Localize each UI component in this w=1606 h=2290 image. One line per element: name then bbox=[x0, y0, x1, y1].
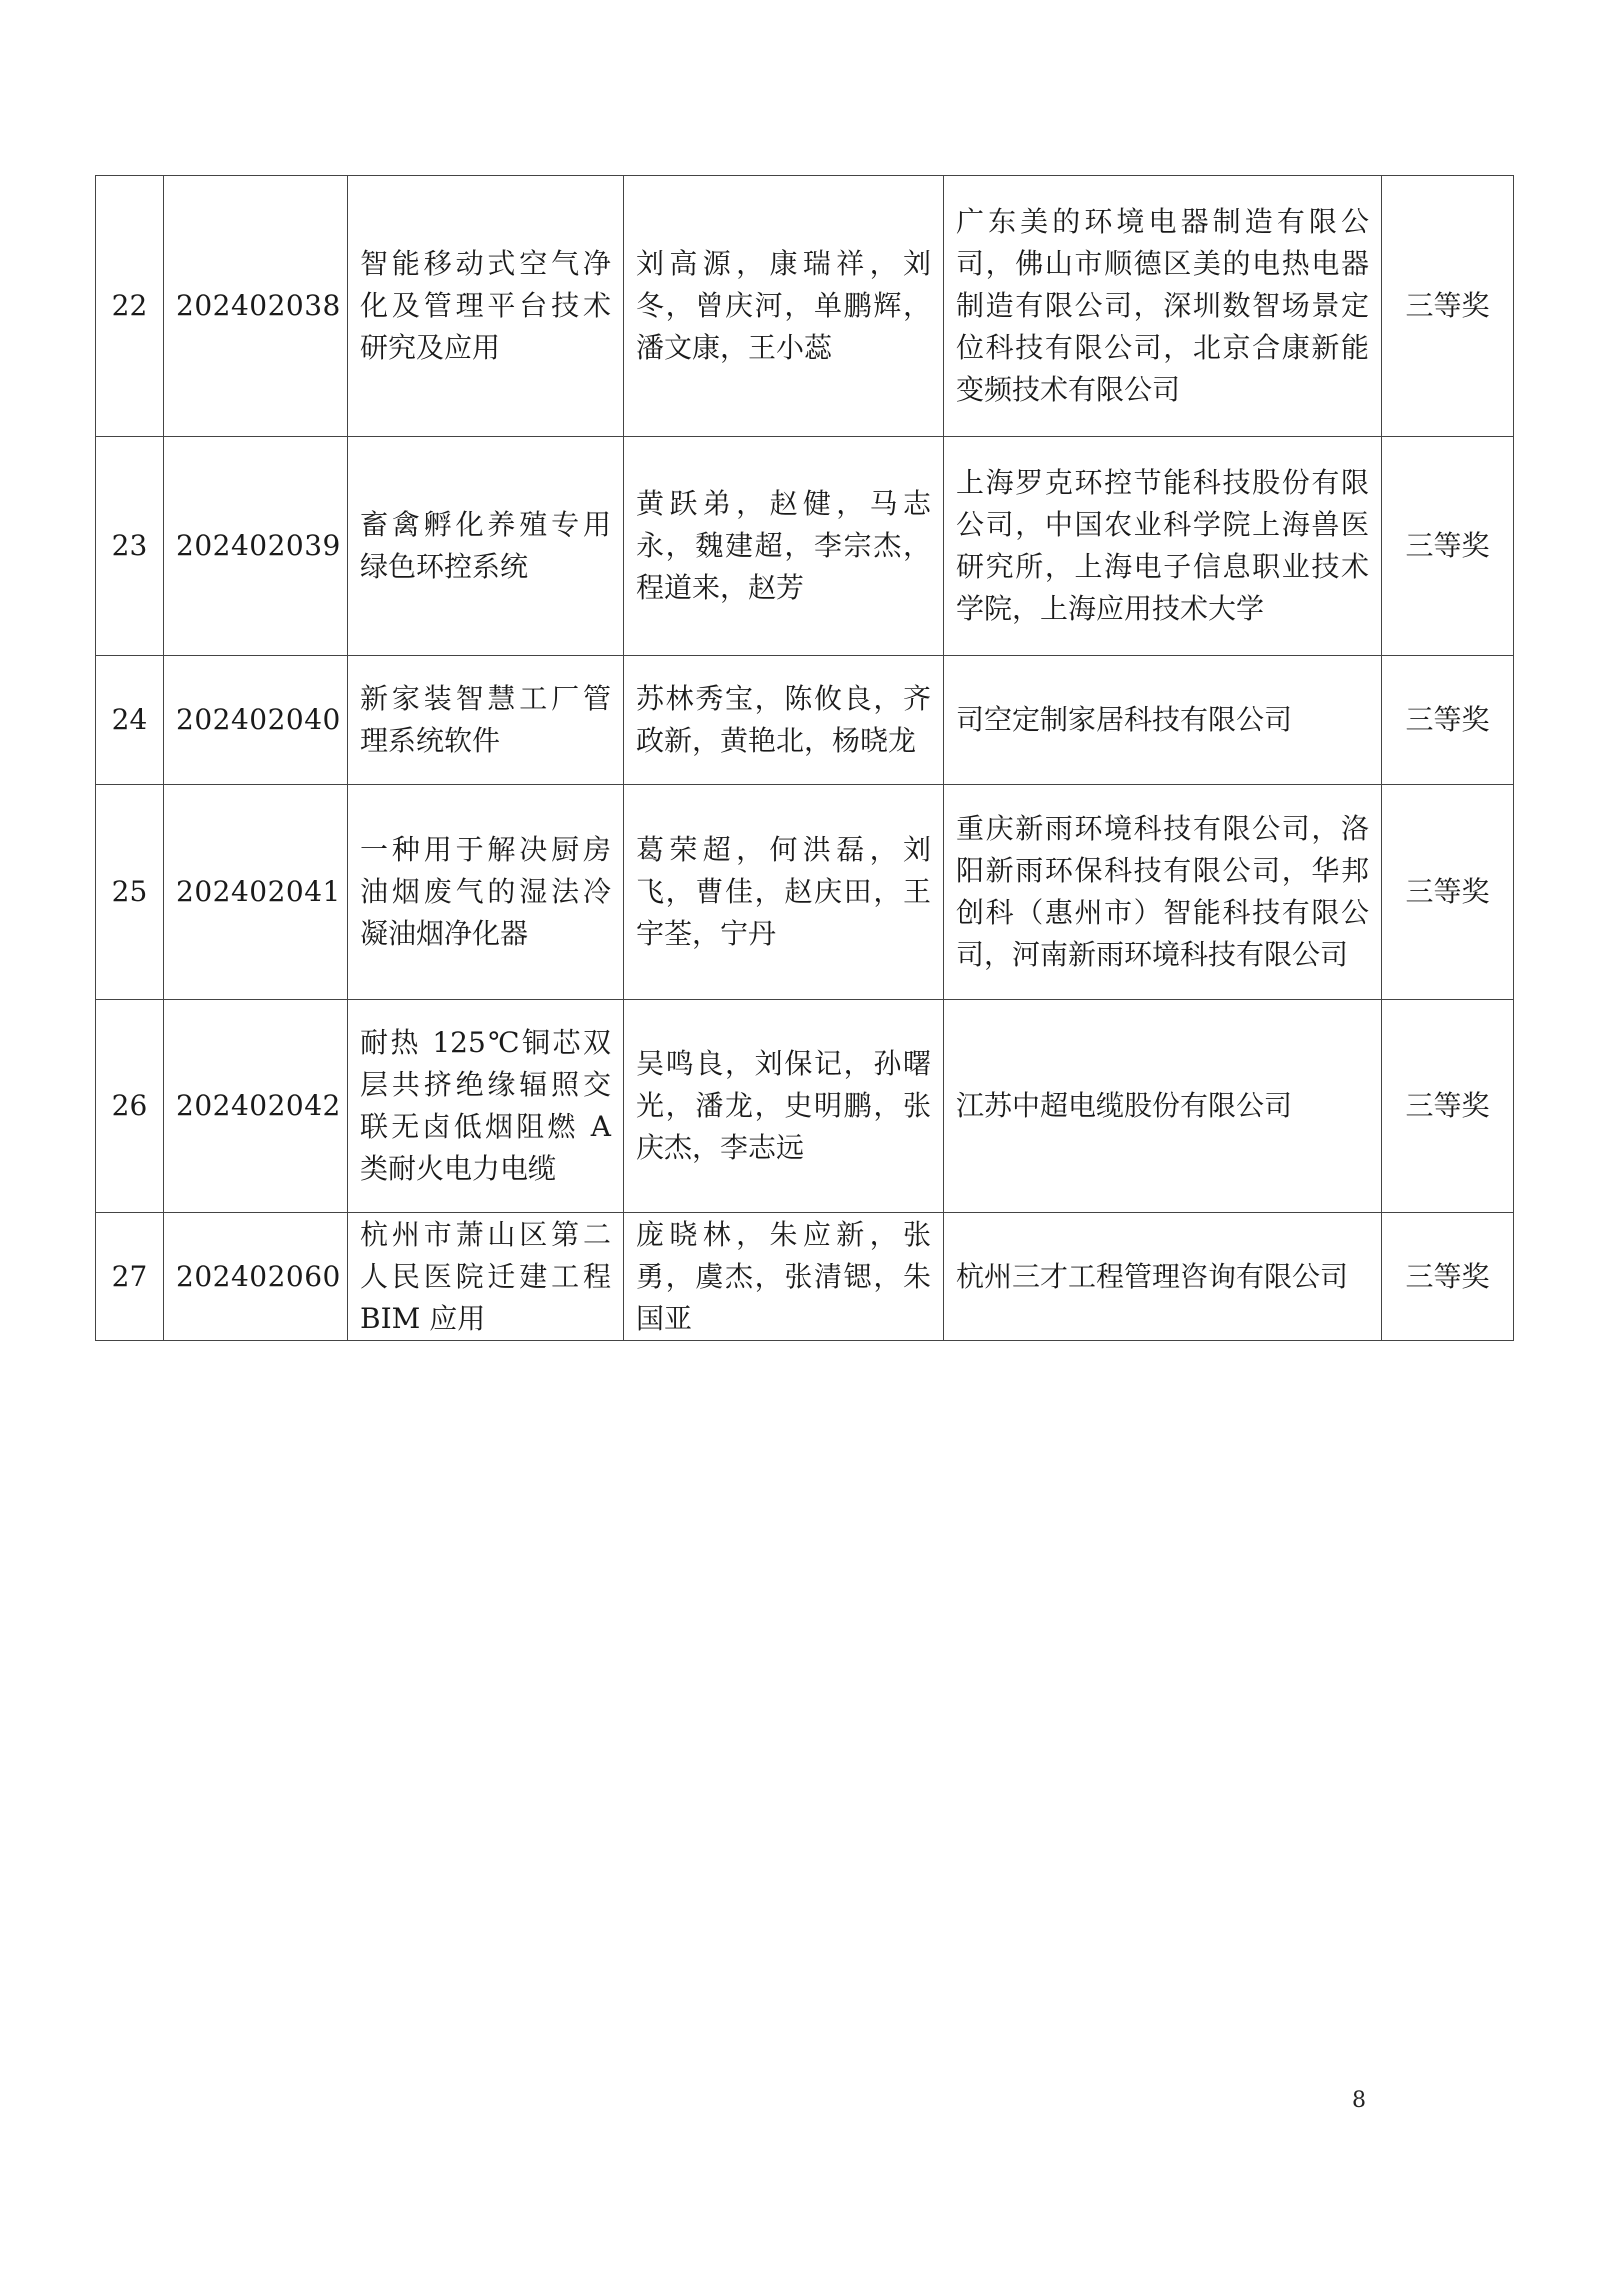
table-row bbox=[96, 656, 1514, 785]
main-contributors: 刘高源，康瑞祥，刘冬，曾庆河，单鹏辉，潘文康，王小蕊 bbox=[624, 176, 944, 437]
table-row bbox=[96, 1000, 1514, 1213]
completing-units: 广东美的环境电器制造有限公司，佛山市顺德区美的电热电器制造有限公司，深圳数智场景定位科技有限公司，北京合康新能变频技术有限公司 bbox=[944, 176, 1382, 437]
completing-units: 杭州三才工程管理咨询有限公司 bbox=[944, 1213, 1382, 1341]
award-level: 三等奖 bbox=[1382, 176, 1514, 437]
row-index: 22 bbox=[96, 176, 164, 437]
project-code: 202402060 bbox=[164, 1213, 348, 1341]
row-index: 24 bbox=[96, 656, 164, 785]
project-code: 202402042 bbox=[164, 1000, 348, 1213]
page-number: 8 bbox=[1352, 2088, 1366, 2113]
award-level: 三等奖 bbox=[1382, 437, 1514, 656]
project-name: 新家装智慧工厂管理系统软件 bbox=[348, 656, 624, 785]
table-row bbox=[96, 176, 1514, 437]
row-index: 25 bbox=[96, 785, 164, 1000]
table-row bbox=[96, 785, 1514, 1000]
table-row bbox=[96, 437, 1514, 656]
main-contributors: 吴鸣良，刘保记，孙曙光，潘龙，史明鹏，张庆杰，李志远 bbox=[624, 1000, 944, 1213]
main-contributors: 黄跃弟，赵健，马志永，魏建超，李宗杰，程道来，赵芳 bbox=[624, 437, 944, 656]
row-index: 23 bbox=[96, 437, 164, 656]
award-level: 三等奖 bbox=[1382, 656, 1514, 785]
project-name: 耐热 125℃铜芯双层共挤绝缘辐照交联无卤低烟阻燃 A 类耐火电力电缆 bbox=[348, 1000, 624, 1213]
project-name: 一种用于解决厨房油烟废气的湿法冷凝油烟净化器 bbox=[348, 785, 624, 1000]
project-name: 智能移动式空气净化及管理平台技术研究及应用 bbox=[348, 176, 624, 437]
main-contributors: 庞晓林，朱应新，张勇，虞杰，张清锶，朱国亚 bbox=[624, 1213, 944, 1341]
main-contributors: 苏林秀宝，陈攸良，齐政新，黄艳北，杨晓龙 bbox=[624, 656, 944, 785]
project-code: 202402039 bbox=[164, 437, 348, 656]
award-table bbox=[95, 175, 1514, 1341]
project-code: 202402040 bbox=[164, 656, 348, 785]
row-index: 27 bbox=[96, 1213, 164, 1341]
main-contributors: 葛荣超，何洪磊，刘飞，曹佳，赵庆田，王宇荃，宁丹 bbox=[624, 785, 944, 1000]
project-name: 杭州市萧山区第二人民医院迁建工程 BIM 应用 bbox=[348, 1213, 624, 1341]
award-level: 三等奖 bbox=[1382, 1000, 1514, 1213]
project-name: 畜禽孵化养殖专用绿色环控系统 bbox=[348, 437, 624, 656]
award-level: 三等奖 bbox=[1382, 1213, 1514, 1341]
row-index: 26 bbox=[96, 1000, 164, 1213]
completing-units: 重庆新雨环境科技有限公司，洛阳新雨环保科技有限公司，华邦创科（惠州市）智能科技有限公司，河南新雨环境科技有限公司 bbox=[944, 785, 1382, 1000]
project-code: 202402038 bbox=[164, 176, 348, 437]
award-level: 三等奖 bbox=[1382, 785, 1514, 1000]
completing-units: 江苏中超电缆股份有限公司 bbox=[944, 1000, 1382, 1213]
completing-units: 司空定制家居科技有限公司 bbox=[944, 656, 1382, 785]
table-row bbox=[96, 1213, 1514, 1341]
completing-units: 上海罗克环控节能科技股份有限公司，中国农业科学院上海兽医研究所，上海电子信息职业技术学院，上海应用技术大学 bbox=[944, 437, 1382, 656]
award-table-body bbox=[96, 176, 1514, 1341]
project-code: 202402041 bbox=[164, 785, 348, 1000]
